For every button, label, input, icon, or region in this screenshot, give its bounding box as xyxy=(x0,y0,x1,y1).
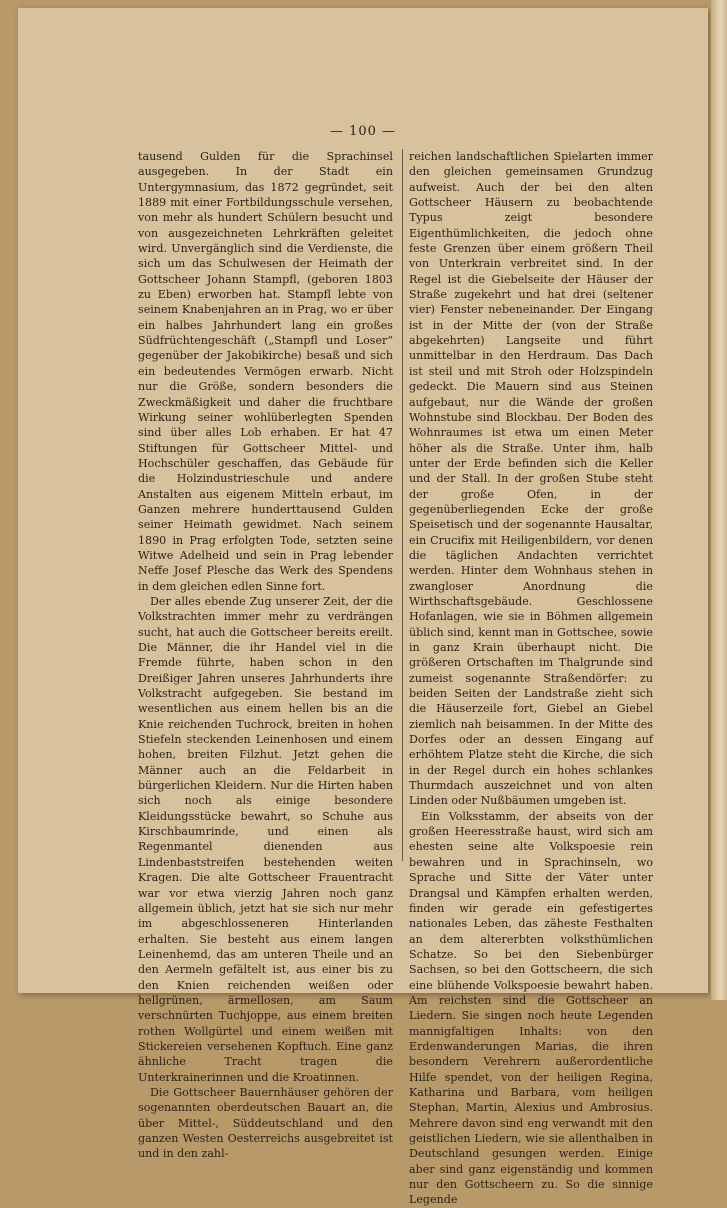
adjacent-page-edge xyxy=(711,0,727,1000)
paragraph: Ein Volksstamm, der abseits von der großen Heeresstraße haust, wird sich am ehesten seine alte Volkspoesie rein bewahren und in Sprachinseln, wo Sprache und Sitte der Väter unter Drangsal und Kämpfen erhalten werden, finden wir gerade ein gefestigertes nationales Leben, das zäheste Festhalten an dem altererbten volksthümlichen Schatze. So bei den Siebenbürger Sachsen, so bei den Gottscheern, die sich eine blühende Volkspoesie bewahrt haben. Am reichsten sind die Gottscheer an Liedern. Sie singen noch heute Legenden mannigfaltigen Inhalts: von den Erdenwanderungen Marias, die ihren besondern Verehrern außerordentliche Hilfe spendet, von der heiligen Regina, Katharina und Barbara, vom heiligen Stephan, Martin, Alexius und Ambrosius. Mehrere davon sind eng verwandt mit den geistlichen Liedern, wie sie allenthalben in Deutschland gesungen werden. Einige aber sind ganz eigenständig und kommen nur den Gottscheern zu. So die sinnige Legende xyxy=(409,809,653,1207)
page-number: — 100 — xyxy=(329,124,397,139)
book-page xyxy=(18,8,708,1207)
right-column xyxy=(409,149,653,1208)
paragraph: Die Gottscheer Bauernhäuser gehören der sogenannten oberdeutschen Bauart an, die über Mittel-, Süddeutschland und den ganzen Westen Oesterreichs ausgebreitet ist und in den zahl- xyxy=(138,1085,393,1161)
paragraph: reichen landschaftlichen Spielarten immer den gleichen gemeinsamen Grundzug aufweist. Auch der bei den alten Gottscheer Häusern zu beobachtende Typus zeigt besondere Eigenthümlichkeiten, die jedoch ohne feste Grenzen über einem größern Theil von Unterkrain verbreitet sind. In der Regel ist die Giebelseite der Häuser der Straße zugekehrt und hat drei (seltener vier) Fenster nebeneinander. Der Eingang ist in der Mitte der (von der Straße abgekehrten) Langseite und führt unmittelbar in den Herdraum. Das Dach ist steil und mit Stroh oder Holzspindeln gedeckt. Die Mauern sind aus Steinen aufgebaut, nur die Wände der großen Wohnstube sind Blockbau. Der Boden des Wohnraumes ist etwa um einen Meter höher als die Straße. Unter ihm, halb unter der Erde befinden sich die Keller und der Stall. In der großen Stube steht der große Ofen, in der gegenüberliegenden Ecke der große Speisetisch und der sogenannte Hausaltar, ein Crucifix mit Heiligenbildern, vor denen die täglichen Andachten verrichtet werden. Hinter dem Wohnhaus stehen in zwangloser Anordnung die Wirthschaftsgebäude. Geschlossene Hofanlagen, wie sie in Böhmen allgemein üblich sind, kennt man in Gottschee, sowie in ganz Krain überhaupt nicht. Die größeren Ortschaften im Thalgrunde sind zumeist sogenannte Straßendörfer: zu beiden Seiten der Landstraße zieht sich die Häuserzeile fort, Giebel an Giebel ziemlich nah beisammen. In der Mitte des Dorfes oder an dessen Eingang auf erhöhtem Platze steht die Kirche, die sich in der Regel durch ein hohes schlankes Thurmdach auszeichnet und von alten Linden oder Nußbäumen umgeben ist. xyxy=(409,150,653,808)
column-divider xyxy=(402,149,403,861)
paragraph: tausend Gulden für die Sprachinsel ausgegeben. In der Stadt ein Untergymnasium, das 1872 gegründet, seit 1889 mit einer Fortbildungsschule versehen, von mehr als hundert Schülern besucht und von ausgezeichneten Lehrkräften geleitet wird. Unvergänglich sind die Verdienste, die sich um das Schulwesen der Heimath der Gottscheer Johann Stampfl, (geboren 1803 zu Eben) erworben hat. Stampfl lebte von seinem Knabenjahren an in Prag, wo er über ein halbes Jahrhundert lang ein großes Südfrüchtengeschäft („Stampfl und Loser“ gegenüber der Jakobikirche) besaß und sich ein bedeutendes Vermögen erwarb. Nicht nur die Größe, sondern besonders die Zweckmäßigkeit und daher die fruchtbare Wirkung seiner wohlüberlegten Spenden sind über alles Lob erhaben. Er hat 47 Stiftungen für Gottscheer Mittel- und Hochschüler geschaffen, das Gebäude für die Holzindustrieschule und andere Anstalten aus eigenem Mitteln erbaut, im Ganzen mehrere hunderttausend Gulden seiner Heimath gewidmet. Nach seinem 1890 in Prag erfolgten Tode, setzten seine Witwe Adelheid und sein in Prag lebender Neffe Josef Plesche das Werk des Spendens in dem gleichen edlen Sinne fort. xyxy=(138,150,393,593)
paragraph: Der alles ebende Zug unserer Zeit, der die Volkstrachten immer mehr zu verdrängen sucht, hat auch die Gottscheer bereits ereilt. Die Männer, die ihr Handel viel in die Fremde führte, haben schon in den Dreißiger Jahren unseres Jahrhunderts ihre Volkstracht aufgegeben. Sie bestand im wesentlichen aus einem hellen bis an die Knie reichenden Tuchrock, breiten in hohen Stiefeln steckenden Leinenhosen und einem hohen, breiten Filzhut. Jetzt gehen die Männer auch an die Feldarbeit in bürgerlichen Kleidern. Nur die Hirten haben sich noch als einige besondere Kleidungsstücke bewahrt, so Schuhe aus Kirschbaumrinde, und einen als Regenmantel dienenden aus Lindenbaststreifen bestehenden weiten Kragen. Die alte Gottscheer Frauentracht war vor etwa vierzig Jahren noch ganz allgemein üblich, jetzt hat sie sich nur mehr im abgeschlosseneren Hinterlanden erhalten. Sie besteht aus einem langen Leinenhemd, das am unteren Theile und an den Aermeln gefältelt ist, aus einer bis zu den Knien reichenden weißen oder hellgrünen, ärmellosen, am Saum verschnürten Tuchjoppe, aus einem breiten rothen Wollgürtel und einem weißen mit Stickereien versehenen Kopftuch. Eine ganz ähnliche Tracht tragen die Unterkrainerinnen und die Kroatinnen. xyxy=(138,594,393,1084)
left-column xyxy=(138,149,393,1162)
